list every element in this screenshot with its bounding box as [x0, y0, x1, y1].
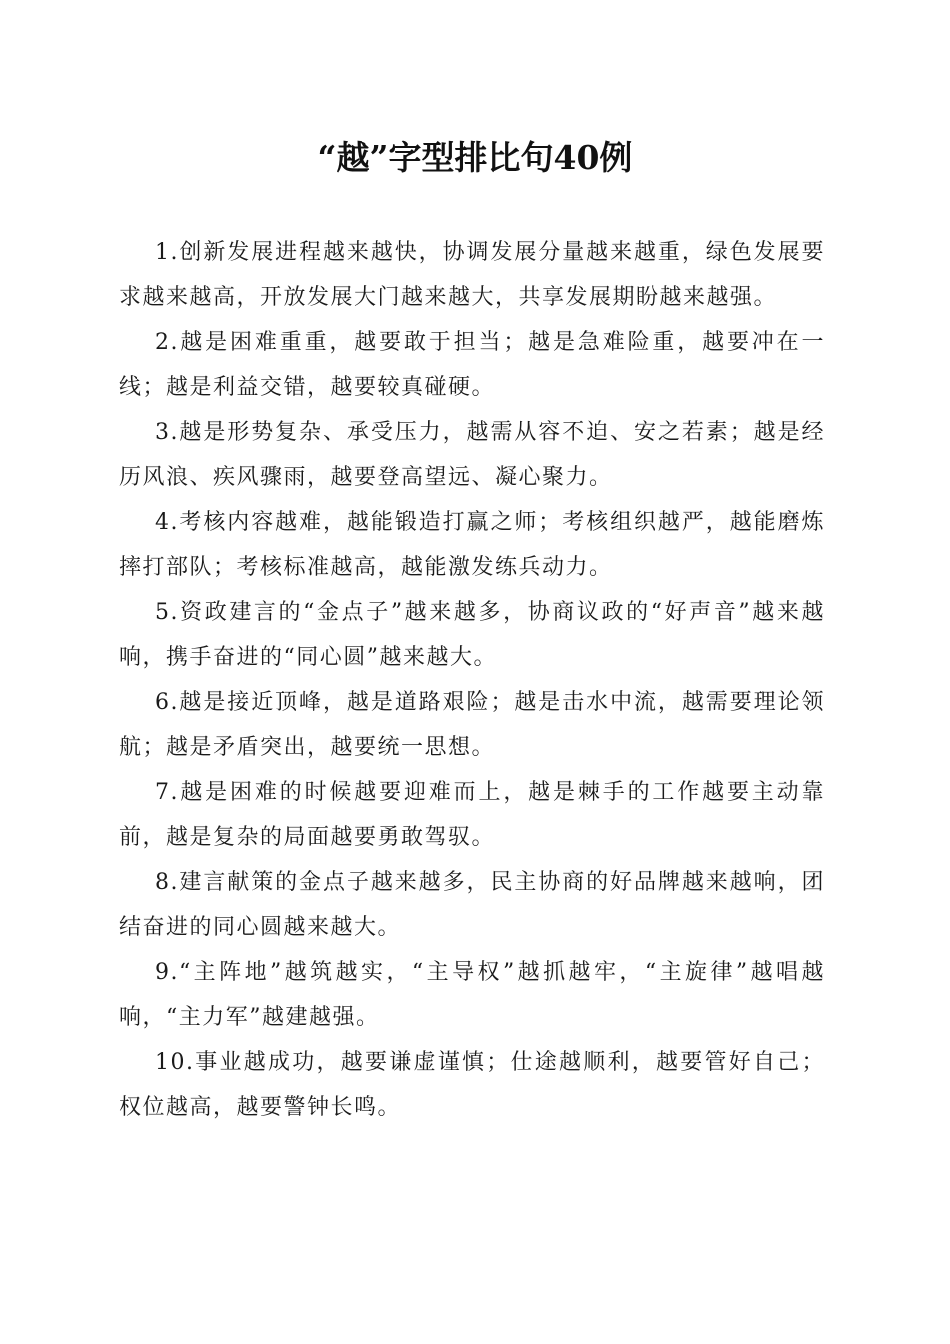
paragraph-8: 8.建言献策的金点子越来越多，民主协商的好品牌越来越响，团结奋进的同心圆越来越大。: [119, 870, 825, 940]
paragraph-1: 1.创新发展进程越来越快，协调发展分量越来越重，绿色发展要求越来越高，开放发展大门越来越大，共享发展期盼越来越强。: [119, 240, 825, 310]
paragraph-6: 6.越是接近顶峰，越是道路艰险；越是击水中流，越需要理论领航；越是矛盾突出，越要统一思想。: [119, 690, 825, 760]
document-title: “越”字型排比句40例: [317, 138, 633, 177]
paragraph-9: 9.“主阵地”越筑越实，“主导权”越抓越牢，“主旋律”越唱越响，“主力军”越建越强。: [119, 960, 825, 1030]
paragraph-3: 3.越是形势复杂、承受压力，越需从容不迫、安之若素；越是经历风浪、疾风骤雨，越要登高望远、凝心聚力。: [119, 420, 825, 490]
paragraph-10: 10.事业越成功，越要谦虚谨慎；仕途越顺利，越要管好自己；权位越高，越要警钟长鸣。: [119, 1050, 825, 1120]
document-body: [119, 230, 825, 1130]
paragraph-7: 7.越是困难的时候越要迎难而上，越是棘手的工作越要主动靠前，越是复杂的局面越要勇敢驾驭。: [119, 780, 825, 850]
paragraph-4: 4.考核内容越难，越能锻造打赢之师；考核组织越严，越能磨炼摔打部队；考核标准越高，越能激发练兵动力。: [119, 510, 825, 580]
paragraph-2: 2.越是困难重重，越要敢于担当；越是急难险重，越要冲在一线；越是利益交错，越要较真碰硬。: [119, 330, 825, 400]
paragraph-5: 5.资政建言的“金点子”越来越多，协商议政的“好声音”越来越响，携手奋进的“同心圆”越来越大。: [119, 600, 825, 670]
